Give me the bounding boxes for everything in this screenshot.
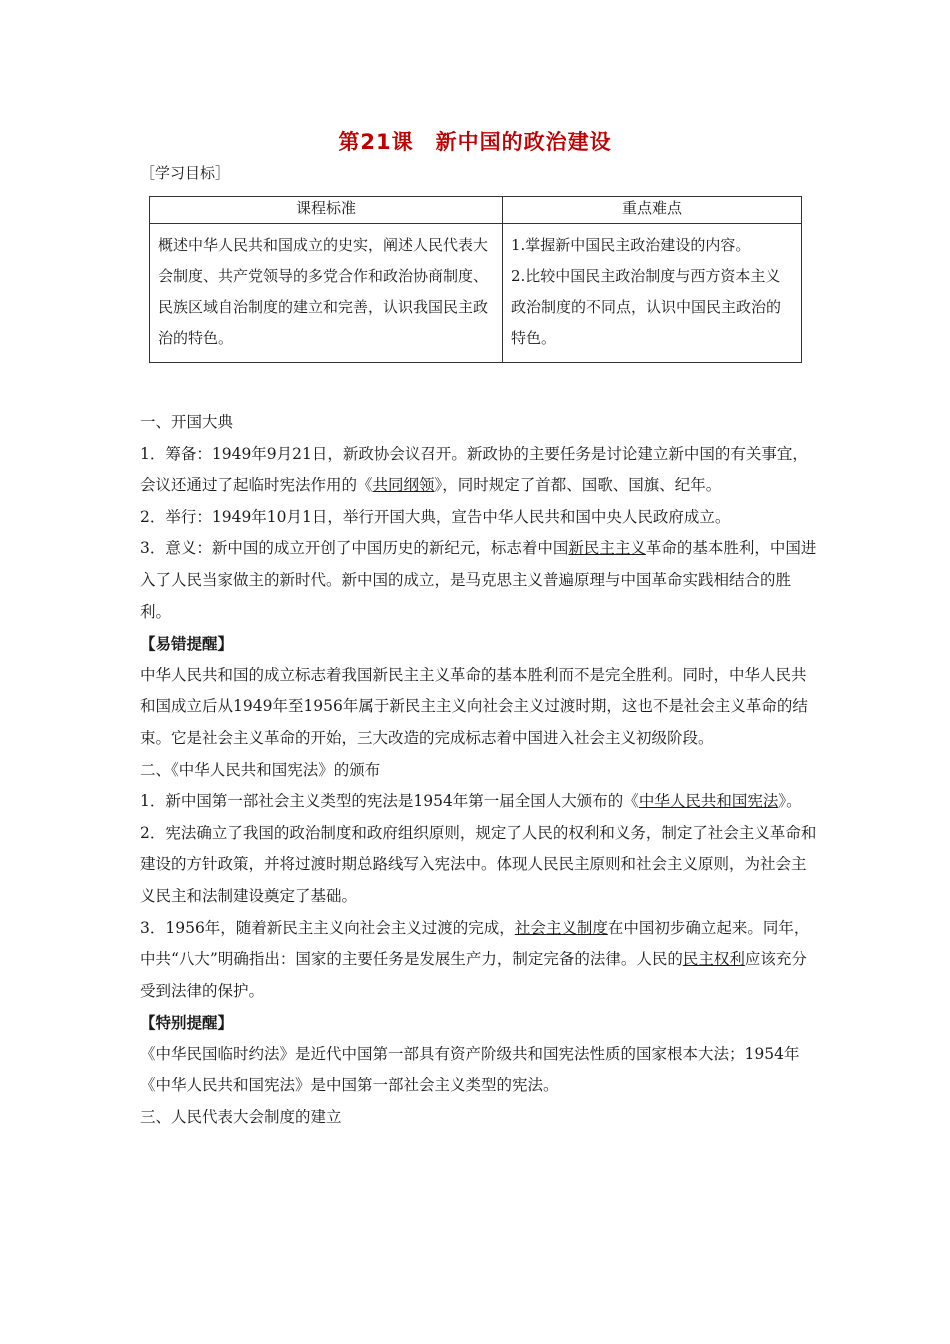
section-1-para-2: 2．举行：1949年10月1日，举行开国大典，宣告中华人民共和国中央人民政府成立。 — [140, 507, 731, 526]
keypoint-1: 1.掌握新中国民主政治建设的内容。 — [511, 236, 751, 254]
goals-table — [149, 196, 802, 363]
underlined-term: 民主权利 — [682, 950, 745, 969]
goals-label: ［学习目标］ — [140, 164, 231, 182]
section-1-heading: 一、开国大典 — [140, 413, 234, 431]
section-2-para-3: 3．1956年，随着新民主主义向社会主义过渡的完成，社会主义制度在中国初步确立起来。同年，中共“八大”明确指出：国家的主要任务是发展生产力，制定完备的法律。人民的民主权利应该充分受到法律的保护。 — [140, 918, 810, 1000]
underlined-term: 中华人民共和国宪法 — [638, 792, 779, 811]
section-1-para-3: 3．意义：新中国的成立开创了中国历史的新纪元，标志着中国新民主主义革命的基本胜利，中国进入了人民当家做主的新时代。新中国的成立，是马克思主义普遍原理与中国革命实践相结合的胜利。 — [140, 539, 817, 621]
tip-1-text: 中华人民共和国的成立标志着我国新民主主义革命的基本胜利而不是完全胜利。同时，中华人民共和国成立后从1949年至1956年属于新民主主义向社会主义过渡时期，这也不是社会主义革命的结束。它是社会主义革命的开始，三大改造的完成标志着中国进入社会主义初级阶段。 — [140, 665, 808, 747]
body-text — [140, 407, 820, 1134]
section-2-para-1: 1．新中国第一部社会主义类型的宪法是1954年第一届全国人大颁布的《中华人民共和国宪法》。 — [140, 792, 802, 811]
underlined-term: 共同纲领 — [372, 476, 435, 495]
tip-2-text: 《中华民国临时约法》是近代中国第一部具有资产阶级共和国宪法性质的国家根本大法；1954年《中华人民共和国宪法》是中国第一部社会主义类型的宪法。 — [140, 1044, 800, 1095]
keypoint-2: 2.比较中国民主政治制度与西方资本主义政治制度的不同点，认识中国民主政治的特色。 — [511, 267, 782, 347]
section-2-para-2: 2．宪法确立了我国的政治制度和政府组织原则，规定了人民的权利和义务，制定了社会主义革命和建设的方针政策，并将过渡时期总路线写入宪法中。体现人民民主原则和社会主义原则，为社会主义民主和法制建设奠定了基础。 — [140, 823, 817, 905]
tip-2-label: 【特别提醒】 — [140, 1013, 234, 1033]
table-header-keypoints: 重点难点 — [503, 197, 802, 224]
table-cell-keypoints — [503, 224, 802, 363]
section-1-para-1: 1．筹备：1949年9月21日，新政协会议召开。新政协的主要任务是讨论建立新中国的有关事宜，会议还通过了起临时宪法作用的《共同纲领》，同时规定了首都、国歌、国旗、纪年。 — [140, 444, 808, 495]
section-2-heading: 二、《中华人民共和国宪法》的颁布 — [140, 760, 381, 779]
page-title: 第21课 新中国的政治建设 — [338, 130, 612, 154]
table-cell-standard: 概述中华人民共和国成立的史实，阐述人民代表大会制度、共产党领导的多党合作和政治协商制度、民族区域自治制度的建立和完善，认识我国民主政治的特色。 — [150, 224, 503, 363]
underlined-term: 社会主义制度 — [514, 918, 608, 937]
underlined-term: 新民主主义 — [568, 539, 646, 558]
section-3-heading: 三、人民代表大会制度的建立 — [140, 1108, 342, 1127]
table-header-standard: 课程标准 — [150, 197, 503, 224]
tip-1-label: 【易错提醒】 — [140, 634, 234, 654]
